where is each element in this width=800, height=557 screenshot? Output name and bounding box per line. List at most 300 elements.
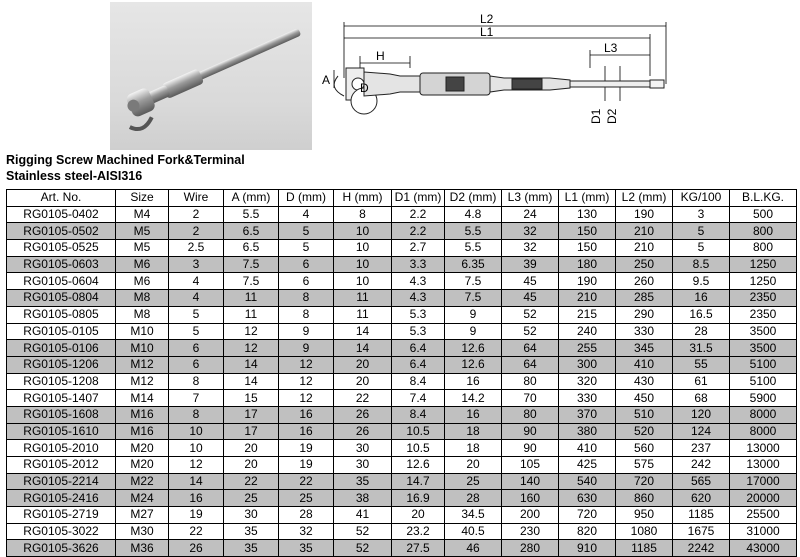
- cell-l3-mm: 32: [502, 240, 559, 257]
- cell-breaking-load: 800: [730, 223, 797, 240]
- cell-l1-mm: 540: [559, 473, 616, 490]
- product-title: Rigging Screw Machined Fork&Terminal: [6, 153, 245, 167]
- cell-d2-mm: 14.2: [445, 390, 502, 407]
- cell-d-mm: 5: [279, 240, 334, 257]
- cell-size: M8: [116, 306, 169, 323]
- cell-l1-mm: 130: [559, 206, 616, 223]
- cell-h-mm: 52: [334, 523, 392, 540]
- column-header-h-mm: H (mm): [334, 190, 392, 207]
- cell-l2-mm: 510: [616, 406, 673, 423]
- cell-a-mm: 30: [224, 507, 279, 524]
- cell-h-mm: 10: [334, 240, 392, 257]
- cell-breaking-load: 3500: [730, 323, 797, 340]
- cell-l1-mm: 410: [559, 440, 616, 457]
- cell-kg-per-100: 9.5: [673, 273, 730, 290]
- cell-l3-mm: 24: [502, 206, 559, 223]
- cell-wire: 6: [169, 340, 224, 357]
- cell-l2-mm: 860: [616, 490, 673, 507]
- cell-d2-mm: 28: [445, 490, 502, 507]
- cell-d1-mm: 27.5: [392, 540, 445, 557]
- cell-size: M16: [116, 406, 169, 423]
- column-header-wire: Wire: [169, 190, 224, 207]
- cell-l3-mm: 52: [502, 323, 559, 340]
- cell-d1-mm: 6.4: [392, 356, 445, 373]
- cell-a-mm: 7.5: [224, 273, 279, 290]
- cell-l2-mm: 345: [616, 340, 673, 357]
- cell-kg-per-100: 124: [673, 423, 730, 440]
- cell-l2-mm: 330: [616, 323, 673, 340]
- cell-wire: 5: [169, 306, 224, 323]
- cell-breaking-load: 2350: [730, 290, 797, 307]
- cell-wire: 10: [169, 440, 224, 457]
- cell-art-no: RG0105-0402: [7, 206, 116, 223]
- cell-a-mm: 15: [224, 390, 279, 407]
- cell-kg-per-100: 620: [673, 490, 730, 507]
- cell-l2-mm: 285: [616, 290, 673, 307]
- cell-breaking-load: 800: [730, 240, 797, 257]
- column-header-l2-mm: L2 (mm): [616, 190, 673, 207]
- cell-l3-mm: 64: [502, 340, 559, 357]
- cell-l3-mm: 80: [502, 373, 559, 390]
- cell-d-mm: 4: [279, 206, 334, 223]
- cell-art-no: RG0105-1407: [7, 390, 116, 407]
- cell-d-mm: 22: [279, 473, 334, 490]
- cell-l1-mm: 370: [559, 406, 616, 423]
- cell-d2-mm: 18: [445, 423, 502, 440]
- table-row: [7, 273, 797, 290]
- table-row: [7, 223, 797, 240]
- cell-d1-mm: 6.4: [392, 340, 445, 357]
- cell-l3-mm: 140: [502, 473, 559, 490]
- cell-kg-per-100: 31.5: [673, 340, 730, 357]
- cell-l3-mm: 105: [502, 457, 559, 474]
- cell-l1-mm: 320: [559, 373, 616, 390]
- cell-kg-per-100: 1675: [673, 523, 730, 540]
- cell-a-mm: 20: [224, 457, 279, 474]
- cell-h-mm: 52: [334, 540, 392, 557]
- cell-l2-mm: 1080: [616, 523, 673, 540]
- cell-wire: 10: [169, 423, 224, 440]
- cell-breaking-load: 1250: [730, 273, 797, 290]
- cell-a-mm: 14: [224, 356, 279, 373]
- cell-d1-mm: 4.3: [392, 273, 445, 290]
- spec-table: [6, 189, 797, 557]
- cell-l2-mm: 575: [616, 457, 673, 474]
- cell-d-mm: 12: [279, 373, 334, 390]
- cell-d1-mm: 8.4: [392, 373, 445, 390]
- cell-l3-mm: 32: [502, 223, 559, 240]
- cell-wire: 2: [169, 223, 224, 240]
- column-header-a-mm: A (mm): [224, 190, 279, 207]
- table-row: [7, 306, 797, 323]
- cell-l1-mm: 215: [559, 306, 616, 323]
- cell-d2-mm: 40.5: [445, 523, 502, 540]
- column-header-art-no: Art. No.: [7, 190, 116, 207]
- cell-l1-mm: 820: [559, 523, 616, 540]
- cell-breaking-load: 3500: [730, 340, 797, 357]
- cell-size: M30: [116, 523, 169, 540]
- table-row: [7, 240, 797, 257]
- cell-l1-mm: 300: [559, 356, 616, 373]
- cell-wire: 3: [169, 256, 224, 273]
- cell-wire: 4: [169, 290, 224, 307]
- cell-d1-mm: 5.3: [392, 306, 445, 323]
- cell-a-mm: 20: [224, 440, 279, 457]
- cell-h-mm: 11: [334, 290, 392, 307]
- cell-l1-mm: 630: [559, 490, 616, 507]
- cell-d1-mm: 5.3: [392, 323, 445, 340]
- label-L3: L3: [604, 41, 618, 55]
- table-row: [7, 373, 797, 390]
- cell-d2-mm: 16: [445, 373, 502, 390]
- cell-art-no: RG0105-1610: [7, 423, 116, 440]
- cell-a-mm: 35: [224, 523, 279, 540]
- cell-kg-per-100: 242: [673, 457, 730, 474]
- cell-art-no: RG0105-2012: [7, 457, 116, 474]
- cell-l2-mm: 720: [616, 473, 673, 490]
- cell-l1-mm: 240: [559, 323, 616, 340]
- cell-breaking-load: 8000: [730, 423, 797, 440]
- cell-wire: 2.5: [169, 240, 224, 257]
- cell-l1-mm: 180: [559, 256, 616, 273]
- cell-l2-mm: 250: [616, 256, 673, 273]
- column-header-d2-mm: D2 (mm): [445, 190, 502, 207]
- cell-size: M12: [116, 373, 169, 390]
- cell-wire: 16: [169, 490, 224, 507]
- cell-art-no: RG0105-0804: [7, 290, 116, 307]
- cell-d1-mm: 2.7: [392, 240, 445, 257]
- cell-wire: 5: [169, 323, 224, 340]
- cell-breaking-load: 5100: [730, 356, 797, 373]
- cell-size: M20: [116, 440, 169, 457]
- cell-size: M24: [116, 490, 169, 507]
- column-header-breaking-load: B.L.KG.: [730, 190, 797, 207]
- table-row: [7, 523, 797, 540]
- cell-a-mm: 5.5: [224, 206, 279, 223]
- cell-wire: 26: [169, 540, 224, 557]
- cell-h-mm: 8: [334, 206, 392, 223]
- cell-breaking-load: 43000: [730, 540, 797, 557]
- label-D1: D1: [589, 108, 603, 124]
- cell-l3-mm: 160: [502, 490, 559, 507]
- cell-kg-per-100: 55: [673, 356, 730, 373]
- cell-wire: 12: [169, 457, 224, 474]
- cell-l3-mm: 45: [502, 290, 559, 307]
- cell-l3-mm: 70: [502, 390, 559, 407]
- cell-size: M5: [116, 240, 169, 257]
- cell-d-mm: 32: [279, 523, 334, 540]
- cell-h-mm: 26: [334, 423, 392, 440]
- cell-wire: 2: [169, 206, 224, 223]
- cell-d1-mm: 16.9: [392, 490, 445, 507]
- technical-drawing: [320, 6, 796, 146]
- cell-kg-per-100: 8.5: [673, 256, 730, 273]
- cell-a-mm: 17: [224, 406, 279, 423]
- table-row: [7, 406, 797, 423]
- cell-d1-mm: 14.7: [392, 473, 445, 490]
- label-L1: L1: [480, 25, 494, 39]
- cell-d-mm: 9: [279, 340, 334, 357]
- cell-wire: 14: [169, 473, 224, 490]
- table-row: [7, 323, 797, 340]
- cell-l2-mm: 560: [616, 440, 673, 457]
- cell-kg-per-100: 120: [673, 406, 730, 423]
- cell-size: M8: [116, 290, 169, 307]
- cell-l1-mm: 380: [559, 423, 616, 440]
- cell-kg-per-100: 3: [673, 206, 730, 223]
- cell-h-mm: 30: [334, 457, 392, 474]
- cell-wire: 19: [169, 507, 224, 524]
- cell-l3-mm: 52: [502, 306, 559, 323]
- cell-l2-mm: 260: [616, 273, 673, 290]
- cell-d1-mm: 23.2: [392, 523, 445, 540]
- cell-d2-mm: 9: [445, 323, 502, 340]
- cell-art-no: RG0105-2214: [7, 473, 116, 490]
- cell-d2-mm: 34.5: [445, 507, 502, 524]
- cell-h-mm: 30: [334, 440, 392, 457]
- cell-size: M5: [116, 223, 169, 240]
- cell-d-mm: 5: [279, 223, 334, 240]
- cell-h-mm: 41: [334, 507, 392, 524]
- cell-breaking-load: 31000: [730, 523, 797, 540]
- cell-l2-mm: 520: [616, 423, 673, 440]
- cell-kg-per-100: 565: [673, 473, 730, 490]
- cell-l1-mm: 210: [559, 290, 616, 307]
- cell-d2-mm: 20: [445, 457, 502, 474]
- cell-a-mm: 7.5: [224, 256, 279, 273]
- cell-l2-mm: 1185: [616, 540, 673, 557]
- cell-d-mm: 6: [279, 256, 334, 273]
- cell-a-mm: 35: [224, 540, 279, 557]
- material-subtitle: Stainless steel-AISI316: [6, 169, 143, 183]
- cell-l1-mm: 425: [559, 457, 616, 474]
- cell-d-mm: 8: [279, 290, 334, 307]
- cell-breaking-load: 500: [730, 206, 797, 223]
- table-row: [7, 290, 797, 307]
- table-row: [7, 440, 797, 457]
- cell-d2-mm: 5.5: [445, 223, 502, 240]
- cell-a-mm: 6.5: [224, 223, 279, 240]
- cell-size: M16: [116, 423, 169, 440]
- column-header-d-mm: D (mm): [279, 190, 334, 207]
- cell-h-mm: 20: [334, 373, 392, 390]
- cell-l1-mm: 150: [559, 240, 616, 257]
- cell-d-mm: 25: [279, 490, 334, 507]
- cell-l3-mm: 200: [502, 507, 559, 524]
- cell-d2-mm: 16: [445, 406, 502, 423]
- cell-l3-mm: 280: [502, 540, 559, 557]
- cell-l2-mm: 450: [616, 390, 673, 407]
- column-header-d1-mm: D1 (mm): [392, 190, 445, 207]
- product-photo: [110, 2, 312, 150]
- cell-size: M10: [116, 340, 169, 357]
- cell-d-mm: 12: [279, 390, 334, 407]
- cell-art-no: RG0105-0604: [7, 273, 116, 290]
- cell-art-no: RG0105-0105: [7, 323, 116, 340]
- cell-art-no: RG0105-0603: [7, 256, 116, 273]
- cell-d2-mm: 5.5: [445, 240, 502, 257]
- cell-d1-mm: 10.5: [392, 440, 445, 457]
- cell-h-mm: 14: [334, 340, 392, 357]
- cell-l1-mm: 190: [559, 273, 616, 290]
- cell-h-mm: 35: [334, 473, 392, 490]
- cell-d-mm: 12: [279, 356, 334, 373]
- cell-l2-mm: 210: [616, 223, 673, 240]
- cell-d1-mm: 3.3: [392, 256, 445, 273]
- table-body: [7, 206, 797, 556]
- table-row: [7, 206, 797, 223]
- cell-size: M6: [116, 273, 169, 290]
- cell-breaking-load: 1250: [730, 256, 797, 273]
- cell-a-mm: 11: [224, 290, 279, 307]
- table-row: [7, 423, 797, 440]
- table-row: [7, 540, 797, 557]
- cell-breaking-load: 17000: [730, 473, 797, 490]
- cell-a-mm: 14: [224, 373, 279, 390]
- cell-d-mm: 19: [279, 440, 334, 457]
- cell-kg-per-100: 237: [673, 440, 730, 457]
- cell-a-mm: 25: [224, 490, 279, 507]
- cell-a-mm: 12: [224, 340, 279, 357]
- cell-kg-per-100: 5: [673, 240, 730, 257]
- cell-l3-mm: 64: [502, 356, 559, 373]
- cell-d-mm: 28: [279, 507, 334, 524]
- cell-h-mm: 11: [334, 306, 392, 323]
- cell-d1-mm: 10.5: [392, 423, 445, 440]
- cell-wire: 6: [169, 356, 224, 373]
- cell-d2-mm: 46: [445, 540, 502, 557]
- cell-kg-per-100: 16: [673, 290, 730, 307]
- cell-art-no: RG0105-2416: [7, 490, 116, 507]
- cell-wire: 4: [169, 273, 224, 290]
- cell-a-mm: 22: [224, 473, 279, 490]
- cell-kg-per-100: 2242: [673, 540, 730, 557]
- column-header-size: Size: [116, 190, 169, 207]
- cell-d2-mm: 4.8: [445, 206, 502, 223]
- label-D2: D2: [605, 108, 619, 124]
- cell-art-no: RG0105-0805: [7, 306, 116, 323]
- table-row: [7, 356, 797, 373]
- column-header-l1-mm: L1 (mm): [559, 190, 616, 207]
- cell-art-no: RG0105-2010: [7, 440, 116, 457]
- cell-wire: 8: [169, 406, 224, 423]
- cell-size: M22: [116, 473, 169, 490]
- cell-art-no: RG0105-0502: [7, 223, 116, 240]
- cell-d1-mm: 2.2: [392, 206, 445, 223]
- cell-size: M36: [116, 540, 169, 557]
- cell-d1-mm: 20: [392, 507, 445, 524]
- cell-l1-mm: 720: [559, 507, 616, 524]
- cell-l2-mm: 190: [616, 206, 673, 223]
- cell-l2-mm: 210: [616, 240, 673, 257]
- cell-h-mm: 22: [334, 390, 392, 407]
- table-header-row: [7, 190, 797, 207]
- cell-d-mm: 8: [279, 306, 334, 323]
- cell-h-mm: 26: [334, 406, 392, 423]
- cell-kg-per-100: 28: [673, 323, 730, 340]
- cell-kg-per-100: 68: [673, 390, 730, 407]
- rigging-screw-photo-icon: [110, 2, 312, 150]
- cell-h-mm: 14: [334, 323, 392, 340]
- cell-h-mm: 38: [334, 490, 392, 507]
- cell-size: M27: [116, 507, 169, 524]
- cell-d2-mm: 7.5: [445, 290, 502, 307]
- cell-d-mm: 19: [279, 457, 334, 474]
- cell-a-mm: 11: [224, 306, 279, 323]
- cell-d1-mm: 4.3: [392, 290, 445, 307]
- cell-l1-mm: 150: [559, 223, 616, 240]
- cell-size: M20: [116, 457, 169, 474]
- cell-kg-per-100: 16.5: [673, 306, 730, 323]
- cell-d1-mm: 7.4: [392, 390, 445, 407]
- label-D: D: [360, 81, 369, 95]
- cell-art-no: RG0105-1206: [7, 356, 116, 373]
- cell-size: M4: [116, 206, 169, 223]
- cell-l3-mm: 90: [502, 440, 559, 457]
- cell-d2-mm: 12.6: [445, 340, 502, 357]
- cell-l2-mm: 950: [616, 507, 673, 524]
- cell-l2-mm: 290: [616, 306, 673, 323]
- cell-art-no: RG0105-0106: [7, 340, 116, 357]
- cell-size: M10: [116, 323, 169, 340]
- cell-art-no: RG0105-1608: [7, 406, 116, 423]
- table-row: [7, 256, 797, 273]
- cell-size: M14: [116, 390, 169, 407]
- cell-d2-mm: 9: [445, 306, 502, 323]
- cell-h-mm: 10: [334, 273, 392, 290]
- label-A: A: [322, 73, 331, 87]
- label-L2: L2: [480, 12, 494, 26]
- cell-l3-mm: 45: [502, 273, 559, 290]
- cell-wire: 8: [169, 373, 224, 390]
- cell-breaking-load: 20000: [730, 490, 797, 507]
- cell-art-no: RG0105-0525: [7, 240, 116, 257]
- cell-l3-mm: 39: [502, 256, 559, 273]
- cell-breaking-load: 13000: [730, 457, 797, 474]
- cell-d1-mm: 8.4: [392, 406, 445, 423]
- cell-h-mm: 10: [334, 256, 392, 273]
- cell-d-mm: 16: [279, 406, 334, 423]
- table-row: [7, 390, 797, 407]
- cell-a-mm: 17: [224, 423, 279, 440]
- cell-l1-mm: 910: [559, 540, 616, 557]
- column-header-l3-mm: L3 (mm): [502, 190, 559, 207]
- cell-l3-mm: 80: [502, 406, 559, 423]
- cell-d1-mm: 2.2: [392, 223, 445, 240]
- cell-d2-mm: 7.5: [445, 273, 502, 290]
- cell-d-mm: 9: [279, 323, 334, 340]
- label-H: H: [376, 49, 385, 63]
- cell-d-mm: 35: [279, 540, 334, 557]
- cell-a-mm: 6.5: [224, 240, 279, 257]
- cell-h-mm: 10: [334, 223, 392, 240]
- cell-h-mm: 20: [334, 356, 392, 373]
- table-row: [7, 457, 797, 474]
- cell-art-no: RG0105-1208: [7, 373, 116, 390]
- cell-kg-per-100: 5: [673, 223, 730, 240]
- cell-breaking-load: 8000: [730, 406, 797, 423]
- cell-wire: 22: [169, 523, 224, 540]
- dimension-diagram: [320, 6, 796, 146]
- cell-breaking-load: 2350: [730, 306, 797, 323]
- cell-art-no: RG0105-3626: [7, 540, 116, 557]
- cell-d2-mm: 6.35: [445, 256, 502, 273]
- cell-breaking-load: 13000: [730, 440, 797, 457]
- cell-d2-mm: 25: [445, 473, 502, 490]
- cell-d2-mm: 12.6: [445, 356, 502, 373]
- cell-art-no: RG0105-3022: [7, 523, 116, 540]
- cell-d-mm: 16: [279, 423, 334, 440]
